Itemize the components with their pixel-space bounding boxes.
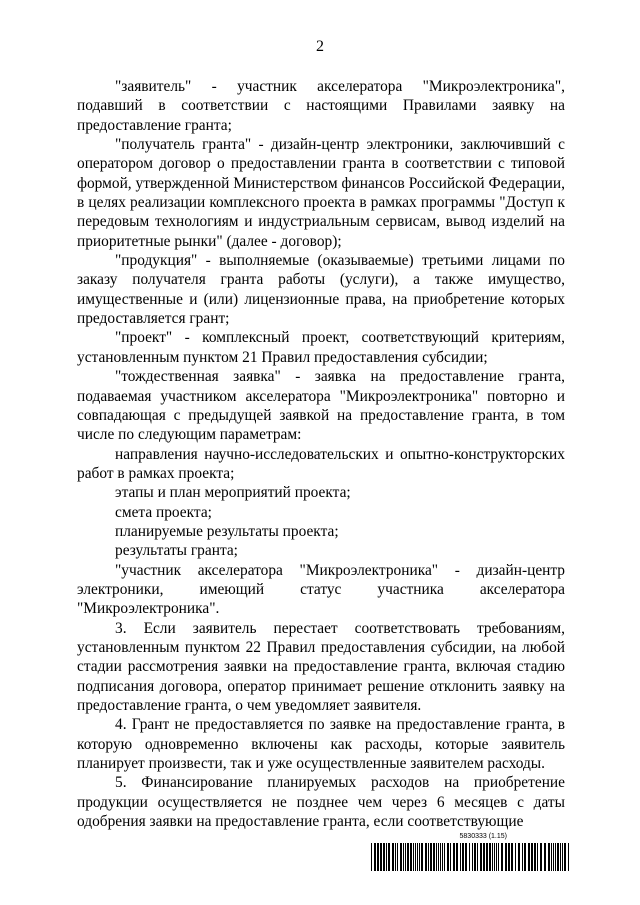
definition-applicant: "заявитель" - участник акселератора "Микроэлектроника", подавший в соответствии с настоящими Правилами заявку на предоставление гранта; bbox=[77, 78, 565, 134]
definition-products: "продукция" - выполняемые (оказываемые) третьими лицами по заказу получателя гранта работы (услуги), а также имущество, имущественные и (или) лицензионные права, на приобретение которых предоставляется грант; bbox=[77, 252, 565, 328]
definition-project: "проект" - комплексный проект, соответствующий критериям, установленным пунктом 21 Правил предоставления субсидии; bbox=[77, 329, 565, 366]
definition-grant-recipient: "получатель гранта" - дизайн-центр электроники, заключивший с оператором договор о предоставлении гранта в соответствии с типовой формой, утвержденной Министерством финансов Российской Федерации, в целях реализации комплексного проекта в рамках программы "Доступ к передовым технологиям и индустриальным сервисам, вывод изделий на приоритетные рынки" (далее - договор); bbox=[77, 136, 565, 250]
definition-accelerator-participant: "участник акселератора "Микроэлектроника" - дизайн-центр электроники, имеющий статус участника акселератора "Микроэлектроника". bbox=[77, 561, 565, 618]
parameter-research-directions: направления научно-исследовательских и опытно-конструкторских работ в рамках проекта; bbox=[77, 445, 565, 482]
parameter-grant-results: результаты гранта; bbox=[115, 542, 238, 560]
parameter-stages-plan: этапы и план мероприятий проекта; bbox=[115, 484, 351, 502]
barcode-icon bbox=[371, 843, 569, 871]
document-body bbox=[77, 77, 565, 831]
parameter-planned-results: планируемые результаты проекта; bbox=[115, 522, 339, 540]
clause-3: 3. Если заявитель перестает соответствовать требованиям, установленным пунктом 22 Правил предоставления субсидии, на любой стадии рассмотрения заявки на предоставление гранта, включая стадию подписания договора, оператор принимает решение отклонить заявку на предоставление гранта, о чем уведомляет заявителя. bbox=[77, 619, 565, 714]
document-barcode bbox=[371, 833, 569, 871]
barcode-label: 5830333 (1.15) bbox=[459, 833, 507, 840]
page-number: 2 bbox=[316, 38, 324, 55]
clause-4: 4. Грант не предоставляется по заявке на предоставление гранта, в которую одновременно включены как расходы, которые заявитель планирует произвести, так и уже осуществленные заявителем расходы. bbox=[77, 716, 565, 773]
clause-5: 5. Финансирование планируемых расходов на приобретение продукции осуществляется не позднее чем через 6 месяцев с даты одобрения заявки на предоставление гранта, если соответствующие bbox=[77, 774, 565, 831]
definition-identical-application: "тождественная заявка" - заявка на предоставление гранта, подаваемая участником акселератора "Микроэлектроника" повторно и совпадающая с предыдущей заявкой на предоставление гранта, в том числе по следующим параметрам: bbox=[77, 368, 565, 444]
parameter-budget: смета проекта; bbox=[115, 503, 212, 521]
